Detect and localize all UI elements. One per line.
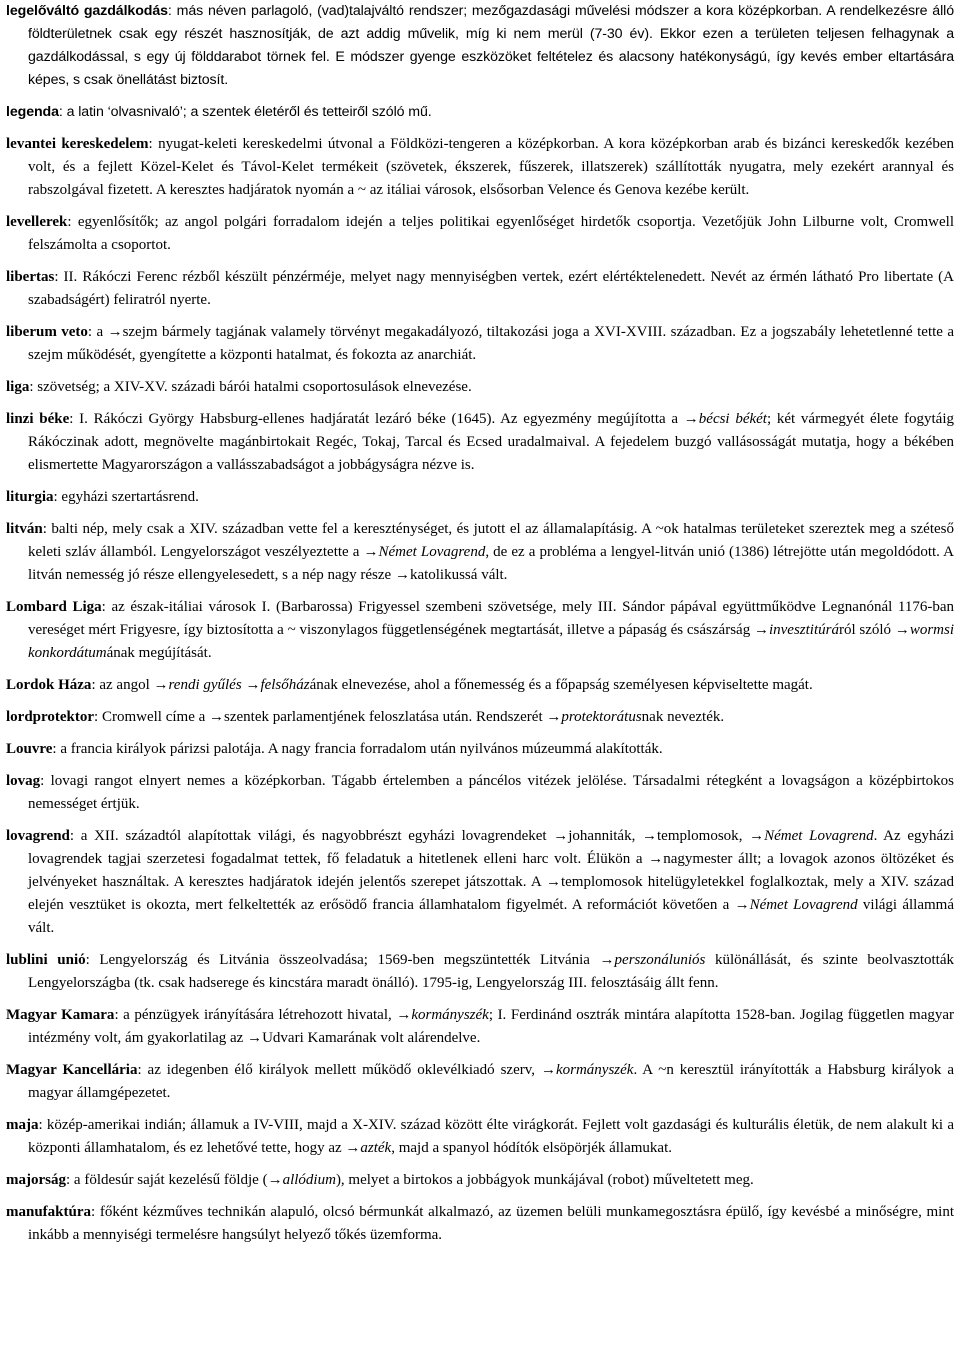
entry-spacer [6,1192,954,1201]
entry-definition-text: : a földesúr saját kezelésű földje ( [66,1172,268,1188]
entry-spacer [6,92,954,101]
entry-definition-text: hitelügyletekkel foglalkoztak, mely a XIV. század elején vesztüket is okozta, mert felkeltették az erősödő francia államhatalom figyelmét. A reformációt követően a [28,874,955,913]
entry-definition-text: állt; a lovagok azonos öltözéket és jelvényeket használtak. A keresztes hadjáratok idején jelentős szerepet játszottak. A [28,851,954,890]
entry-definition-text: : az idegenben élő királyok mellett működő oklevélkiadó szerv, [137,1062,541,1078]
entry-definition-text: bármely tagjának valamely törvényt megakadályozó, tiltakozási joga a XVI-XVIII. században. Ez a jogszabály lehetetlenné tette a szejm működését, gyengítette a központi hatalmat, és fokozta az anarchiát. [28,324,955,363]
glossary-entry [6,518,954,587]
cross-reference-link[interactable]: → kormányszék [541,1062,633,1078]
entry-term: Magyar Kancellária [6,1062,138,1078]
entry-term: legenda [6,104,59,120]
entry-definition-text: , [631,828,643,844]
entry-definition-text: : más néven parlagoló, (vad)talajváltó rendszer; mezőgazdasági művelési módszer a kora középkorban. A rendelkezésre álló földterületnek csak egy részét hasznosítják, de azt addig művelik, míg ki nem merül (7-30 év). Ekkor ezen a területen teljesen felhagynak a gazdálkodással, s egy új földdarabot törnek fel. E módszer gyenge eszközöket feltételez és alacsony hatékonyságú, így kevés ember eltartására képes, s csak önellátást biztosít. [28,3,954,88]
entry-spacer [6,312,954,321]
entry-spacer [6,940,954,949]
glossary-entry [6,1004,954,1050]
entry-definition-text: : Lengyelország és Litvánia összeolvadása; 1569-ben megszüntették Litvánia [85,952,600,968]
glossary-entry [6,408,954,477]
entry-term: liga [6,379,30,395]
cross-reference-link[interactable]: → johanniták [553,828,631,844]
entry-definition-text: . A ~n keresztül irányították a Habsburg királyok a magyar államgépezetet. [28,1062,955,1101]
entry-definition-text: világi állammá vált. [28,897,955,936]
entry-definition-text: : II. Rákóczi Ferenc rézből készült pénzérméje, melyet nagy mennyiségben vertek, ezért elértéktelenedett. Nevét az érmén látható Pro libertate (A szabadságért) feliratról nyerte. [28,269,954,308]
entry-definition-text: : az angol [91,677,154,693]
cross-reference-link[interactable]: → allódium [268,1172,336,1188]
glossary-entry [6,770,954,816]
entry-term: levantei kereskedelem [6,136,149,152]
glossary-entry [6,1059,954,1105]
glossary-entry [6,706,954,729]
entry-definition-text: , de ez a probléma a lengyel-litván unió (1386) létrejötte után megoldódott. A litván nemesség jó része ellengyelesedett, s a nép nagy része [28,544,954,583]
entry-definition-text: : nyugat-keleti kereskedelmi útvonal a Földközi-tengeren a középkorban. A kora középkorban arab és bizánci kereskedők kezében volt, és a fejlett Közel-Kelet és Távol-Kelet termékeit (szövetek, ékszerek, fűszerek, illatszerek) szállították nyugatra, mely ezekért arannyal és rabszolgával fizetett. A keresztes hadjáratok nyomán a ~ az itáliai városok, elsősorban Velence és Genova kezébe került. [28,136,954,198]
entry-definition-text: : Cromwell címe a [94,709,210,725]
entry-term: maja [6,1117,39,1133]
entry-spacer [6,816,954,825]
glossary-entry [6,211,954,257]
entry-term: lublini unió [6,952,86,968]
entry-spacer [6,509,954,518]
entry-spacer [6,1050,954,1059]
cross-reference-link[interactable]: → bécsi békét [684,411,767,427]
entry-definition-text: ról szóló [838,622,895,638]
cross-reference-link[interactable]: → Német Lovagrend [364,544,486,560]
entry-definition-text: : a pénzügyek irányítására létrehozott hivatal, [114,1007,397,1023]
entry-definition-text: : a XII. századtól alapítottak világi, és nagyobbrészt egyházi lovagrendeket [69,828,554,844]
glossary-entry [6,101,954,124]
entry-definition-text: ), melyet a birtokos a jobbágyok munkájával (robot) műveltetett meg. [335,1172,754,1188]
entry-definition-text: : főként kézműves technikán alapuló, olcsó bérmunkát alkalmazó, az üzemen belüli munkamegosztásra épülő, így kevésbé a minőségre, mint inkább a mennyiségi termelésre hangsúlyt helyező tőkés üzemforma. [28,1204,954,1243]
entry-spacer [6,729,954,738]
entry-term: liberum veto [6,324,88,340]
entry-definition-text: : balti nép, mely csak a XIV. században vette fel a kereszténységet, és jutott el az államalapításig. A ~ok hatalmas területeket szereztek meg a széteső keleti szláv államból. Lengyelországot veszélyeztette a [28,521,954,560]
entry-definition-text: különállását, és szinte beolvasztották Lengyelországba (tk. csak hadserege és kincstára maradt önálló). 1795-ig, Lengyelország III. felosztásáig állt fenn. [28,952,955,991]
entry-spacer [6,1105,954,1114]
entry-spacer [6,202,954,211]
entry-term: Lordok Háza [6,677,92,693]
cross-reference-link[interactable]: → szejm [108,324,158,340]
cross-reference-link[interactable]: → protektorátus [546,709,641,725]
entry-definition-text: ; I. Ferdinánd osztrák mintára alapította 1528-ban. Jogilag független magyar intézmény volt, ám gyakorlatilag az [28,1007,954,1046]
entry-definition-text: nak volt alárendelve. [354,1030,481,1046]
glossary-entry [6,376,954,399]
entry-spacer [6,399,954,408]
cross-reference-link[interactable]: → azték [345,1140,391,1156]
entry-term: Magyar Kamara [6,1007,115,1023]
entry-definition-text: : egyházi szertartásrend. [53,489,199,505]
cross-reference-link[interactable]: → wormsi konkordátum [28,622,954,661]
cross-reference-link[interactable]: → invesztitúrá [754,622,839,638]
entry-spacer [6,995,954,1004]
entry-term: levellerek [6,214,68,230]
glossary-entry [6,133,954,202]
glossary-entry [6,674,954,697]
cross-reference-link[interactable]: → Német Lovagrend [749,828,873,844]
cross-reference-link[interactable]: → Udvari Kamará [247,1030,355,1046]
entry-definition-text: . Az egyházi lovagrendek tagjai szerzetesi fogadalmat tettek, fő feladatuk a hitetlenek elleni harc volt. Élükön a [28,828,955,867]
entry-spacer [6,665,954,674]
entry-spacer [6,761,954,770]
entry-definition-text: vált. [477,567,508,583]
cross-reference-link[interactable]: → felsőház [245,677,309,693]
entry-definition-text: : lovagi rangot elnyert nemes a középkorban. Tágabb értelemben a páncélos vitézek jelölése. Társadalmi rétegként a lovagságon a középbirtokos nemességet értjük. [28,773,954,812]
glossary-entry [6,1201,954,1247]
entry-spacer [6,367,954,376]
entry-term: lovagrend [6,828,70,844]
entry-spacer [6,587,954,596]
entry-term: Louvre [6,741,53,757]
cross-reference-link[interactable]: → rendi gyűlés [154,677,242,693]
entry-definition-text: nak nevezték. [641,709,725,725]
entry-term: libertas [6,269,55,285]
entry-definition-text: ; két vármegyét élete fogytáig Rákóczinak adott, megnövelte magánbirtokait Regéc, Tokaj, Tarcal és Ecsed uradalmaival. A fejedelem buzgó vallásosságát mutatja, hogy a békében elismertette Magyarországon a vallásszabadságot a jobbágyságra nézve is. [28,411,954,473]
entry-definition-text: : a latin ‘olvasnivaló’; a szentek életéről és tetteiről szóló mű. [58,104,432,120]
entry-term: legelőváltó gazdálkodás [6,3,168,19]
glossary-entry [6,825,954,940]
entry-term: lovag [6,773,41,789]
glossary-entry [6,949,954,995]
cross-reference-link[interactable]: → katolikussá [395,567,478,583]
glossary-entry [6,1169,954,1192]
glossary-entry [6,596,954,665]
entry-definition-text: : a [87,324,108,340]
entry-spacer [6,477,954,486]
entry-definition-text: : egyenlősítők; az angol polgári forradalom idején a teljes politikai egyenlőséget hirdetők csoportja. Vezetőjük John Lilburne volt, Cromwell felszámolta a csoportot. [28,214,954,253]
entry-term: Lombard Liga [6,599,102,615]
entry-term: liturgia [6,489,54,505]
entry-spacer [6,257,954,266]
entry-spacer [6,1160,954,1169]
glossary-entry [6,321,954,367]
entry-term: lordprotektor [6,709,95,725]
entry-definition-text: , majd a spanyol hódítók elsöpörjék államukat. [391,1140,672,1156]
entry-definition-text: ának megújítását. [106,645,212,661]
glossary-entry [6,266,954,312]
entry-definition-text: : az észak-itáliai városok I. (Barbarossa) Frigyessel szembeni szövetsége, mely III. Sándor pápával együttműködve Legnanónál 1176-ban vereséget mért Frigyesre, így biztosította a ~ viszonylagos függetlenségének megtartását, illetve a pápaság és császárság [28,599,954,638]
entry-term: linzi béke [6,411,70,427]
glossary-entry [6,0,954,92]
entry-spacer [6,697,954,706]
entry-definition-text: : a francia királyok párizsi palotája. A nagy francia forradalom után nyilvános múzeummá alakították. [52,741,663,757]
entry-term: manufaktúra [6,1204,92,1220]
entry-term: litván [6,521,43,537]
entry-definition-text: : közép-amerikai indián; államuk a IV-VIII, majd a X-XIV. század között élte virágkorát. Fejlett volt gazdasági és kulturális életük, de nem alakult ki a központi államhatalom, és ez lehetővé tette, hogy az [28,1117,954,1156]
entry-definition-text: ának elnevezése, ahol a főnemesség és a főpapság személyesen képviseltette magát. [309,677,813,693]
cross-reference-link[interactable]: → templomosok [546,874,643,890]
entry-definition-text: : szövetség; a XIV-XV. századi bárói hatalmi csoportosulások elnevezése. [29,379,472,395]
glossary-entry [6,738,954,761]
cross-reference-link[interactable]: → szentek parlamentjé [209,709,344,725]
entry-definition-text: , [738,828,750,844]
cross-reference-link[interactable]: → Német Lovagrend [735,897,858,913]
cross-reference-link[interactable]: → templomosok [642,828,739,844]
glossary-entry [6,486,954,509]
entry-spacer [6,124,954,133]
glossary-entry [6,1114,954,1160]
cross-reference-link[interactable]: → perszonáluniós [600,952,706,968]
cross-reference-link[interactable]: → nagymester [648,851,732,867]
entry-definition-text: nek feloszlatása után. Rendszerét [343,709,547,725]
cross-reference-link[interactable]: → kormányszék [396,1007,488,1023]
entry-term: majorság [6,1172,66,1188]
entry-definition-text: : I. Rákóczi György Habsburg-ellenes hadjáratát lezáró béke (1645). Az egyezmény megújította a [69,411,684,427]
